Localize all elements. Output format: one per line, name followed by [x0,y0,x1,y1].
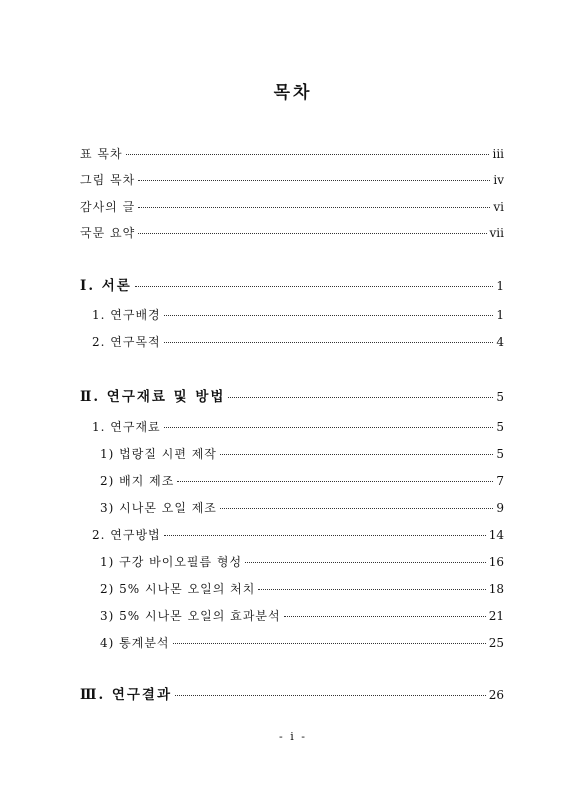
toc-entry-cinnamon-oil-prep[interactable] [100,500,504,516]
toc-page: 1 [496,279,504,293]
toc-page: 26 [488,688,504,702]
leader-dots [258,589,485,590]
toc-entry-effect-analysis[interactable] [100,608,504,624]
toc-entry-treatment[interactable] [100,581,504,597]
toc-page: vii [489,226,504,240]
toc-chapter-introduction[interactable] [80,278,504,294]
toc-label: 2) 배지 제조 [100,474,175,488]
leader-dots [177,481,493,482]
toc-label: 1) 법랑질 시편 제작 [100,447,217,461]
toc-label: Ⅲ. 연구결과 [80,687,173,703]
toc-label: 1. 연구배경 [92,308,161,322]
toc-entry-acknowledgement[interactable] [80,199,504,215]
leader-dots [173,643,486,644]
leader-dots [164,427,494,428]
leader-dots [220,454,493,455]
leader-dots [228,397,493,398]
page-number-footer: - i - [279,730,307,743]
leader-dots [138,233,486,234]
toc-label: 1. 연구재료 [92,420,161,434]
toc-label: 표 목차 [80,147,123,161]
toc-page: 16 [488,555,504,569]
toc-page: 25 [488,636,504,650]
leader-dots [164,315,494,316]
toc-label: 2. 연구목적 [92,335,161,349]
toc-page: iv [493,173,504,187]
toc-label: 국문 요약 [80,226,136,240]
leader-dots [284,616,486,617]
toc-entry-specimen[interactable] [100,446,504,462]
toc-page: 5 [496,420,504,434]
toc-page: 21 [488,609,504,623]
toc-label: 그림 목차 [80,173,136,187]
toc-label: 2) 5% 시나몬 오일의 처치 [100,582,256,596]
toc-page: 9 [496,501,504,515]
toc-entry-background[interactable] [92,307,504,323]
toc-page: 14 [488,528,504,542]
toc-label: Ⅱ. 연구재료 및 방법 [80,389,226,405]
leader-dots [220,508,493,509]
toc-entry-figure-list[interactable] [80,172,504,188]
leader-dots [126,154,490,155]
leader-dots [164,342,494,343]
toc-page: vi [493,200,504,214]
toc-entry-table-list[interactable] [80,146,504,162]
toc-entry-materials[interactable] [92,419,504,435]
leader-dots [138,180,490,181]
toc-entry-methods[interactable] [92,527,504,543]
toc-label: Ⅰ. 서론 [80,278,132,294]
toc-entry-abstract[interactable] [80,225,504,241]
toc-chapter-materials-methods[interactable] [80,389,504,405]
toc-page: 5 [496,447,504,461]
leader-dots [135,286,494,287]
page-title: 목차 [273,83,313,103]
toc-page: 4 [496,335,504,349]
toc-page: 7 [496,474,504,488]
toc-label: 4) 통계분석 [100,636,170,650]
toc-entry-medium[interactable] [100,473,504,489]
toc-label: 감사의 글 [80,200,136,214]
toc-page: 1 [496,308,504,322]
toc-entry-statistics[interactable] [100,635,504,651]
toc-label: 3) 시나몬 오일 제조 [100,501,217,515]
toc-entry-purpose[interactable] [92,334,504,350]
leader-dots [245,562,486,563]
toc-label: 1) 구강 바이오필름 형성 [100,555,243,569]
leader-dots [164,535,486,536]
toc-label: 3) 5% 시나몬 오일의 효과분석 [100,609,281,623]
toc-label: 2. 연구방법 [92,528,161,542]
leader-dots [138,207,490,208]
toc-page: 5 [496,390,504,404]
toc-chapter-results[interactable] [80,687,504,703]
leader-dots [175,695,486,696]
toc-page: 18 [488,582,504,596]
toc-page: iii [492,147,504,161]
toc-entry-biofilm[interactable] [100,554,504,570]
